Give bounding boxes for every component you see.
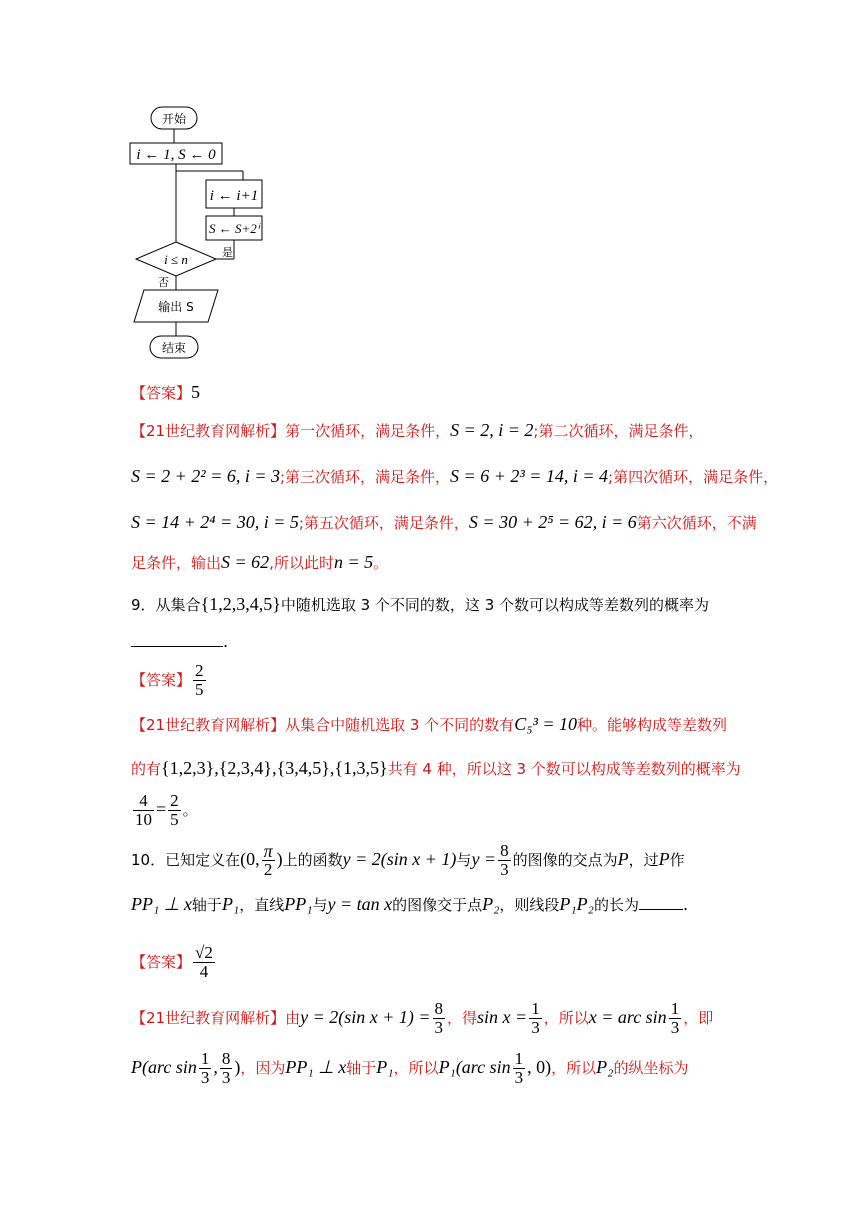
- question-text: 作: [669, 851, 685, 869]
- math-expression: S = 2 + 2² = 6, i = 3: [131, 466, 280, 486]
- fraction: [168, 792, 181, 829]
- analysis-text: 种。能够构成等差数列: [577, 716, 728, 734]
- fraction: [220, 1050, 233, 1087]
- q8-analysis-line-2: [131, 464, 778, 489]
- numerator: π: [263, 841, 273, 861]
- denominator: 3: [221, 1068, 231, 1087]
- q10-stem-line-2: PP₁ ⊥ x轴于P₁，直线PP₁与y = tan x的图像交于点P₂，则线段P₁P₂的长为 .: [131, 894, 689, 914]
- q8-analysis-line-4: [131, 550, 388, 575]
- analysis-text: ，所以: [543, 1009, 589, 1027]
- numerator: 8: [221, 1049, 231, 1068]
- q8-analysis-line-3: [131, 510, 757, 535]
- analysis-text: ;第四次循环，满足条件，: [608, 468, 779, 486]
- analysis-text: 共有 4 种，所以这 3 个数可以构成等差数列的概率为: [387, 760, 741, 778]
- math-expression: S = 14 + 2⁴ = 30, i = 5: [131, 512, 299, 532]
- denominator: 5: [195, 680, 204, 699]
- numerator: √2: [195, 943, 213, 962]
- math-expression: P₂: [596, 1057, 614, 1077]
- analysis-text: 的纵坐标为: [613, 1059, 689, 1077]
- flowchart-init-label: i ← 1, S ← 0: [136, 147, 216, 163]
- q9-answer-line: [131, 662, 208, 699]
- numerator: 1: [531, 999, 540, 1018]
- fraction: [133, 792, 154, 829]
- analysis-tag: 【21世纪教育网解析】: [131, 1009, 286, 1027]
- flowchart: [126, 104, 296, 366]
- math-expression: C₅³ = 10: [514, 714, 577, 734]
- denominator: 2: [263, 860, 273, 879]
- answer-blank: [639, 893, 683, 910]
- question-text: 与: [312, 896, 328, 914]
- denominator: 3: [531, 1018, 540, 1037]
- flowchart-sum-label: S ← S+2ⁱ: [208, 221, 260, 236]
- fraction: [433, 1000, 446, 1037]
- flowchart-output-label: 输出 S: [158, 300, 194, 314]
- analysis-text: 由: [285, 1009, 301, 1027]
- numerator: 4: [133, 792, 154, 811]
- analysis-text: ，所以: [393, 1059, 439, 1077]
- answer-fraction: [193, 662, 206, 699]
- punctuation: 。: [182, 801, 198, 819]
- analysis-text: ;第三次循环，满足条件，: [279, 468, 451, 486]
- math-expression: n = 5: [333, 552, 374, 572]
- math-expression: x = arc sin: [588, 1007, 667, 1027]
- math-expression: y =: [471, 849, 497, 869]
- analysis-text: 轴于: [346, 1059, 377, 1077]
- denominator: 5: [170, 810, 179, 829]
- equals-sign: =: [156, 799, 167, 819]
- math-expression: {1,2,3},{2,3,4},{3,4,5},{1,3,5}: [161, 758, 388, 778]
- fraction: [498, 842, 511, 879]
- analysis-text: ，所以: [551, 1059, 597, 1077]
- math-expression: P₁: [376, 1057, 394, 1077]
- flowchart-no-label: 否: [158, 276, 169, 289]
- numerator: 1: [670, 999, 680, 1018]
- q9-analysis-line-2: [131, 756, 741, 781]
- math-expression: y = tan x: [327, 894, 393, 914]
- fraction: [199, 1050, 212, 1087]
- denominator: 4: [199, 962, 209, 981]
- math-expression: S = 2, i = 2: [450, 420, 534, 440]
- question-text: 的长为: [593, 896, 639, 914]
- denominator: 3: [434, 1018, 444, 1037]
- analysis-text: ;第五次循环，满足条件，: [298, 514, 469, 532]
- q10-analysis-line-1: [131, 1000, 713, 1037]
- math-expression: {1,2,3,4,5}: [200, 594, 281, 614]
- analysis-text: 第一次循环，满足条件，: [285, 422, 451, 440]
- q9-analysis-line-1: [131, 712, 727, 737]
- math-expression: PP₁ ⊥ x: [285, 1057, 347, 1077]
- math-expression: PP₁: [284, 894, 313, 914]
- numerator: 1: [200, 1049, 210, 1068]
- q8-analysis-line-1: [131, 418, 703, 443]
- question-text: 轴于: [191, 896, 222, 914]
- flowchart-increment-label: i ← i+1: [209, 188, 259, 204]
- question-text: 的图像的交点为: [512, 851, 618, 869]
- question-text: 中随机选取 3 个不同的数，这 3 个数可以构成等差数列的概率为: [280, 596, 710, 614]
- q9-blank-line: .: [131, 630, 228, 654]
- answer-tag: 【答案】: [131, 384, 192, 402]
- denominator: 3: [514, 1068, 524, 1087]
- math-expression: S = 30 + 2⁵ = 62, i = 6: [468, 512, 637, 532]
- math-expression: (0,: [240, 849, 260, 869]
- question-text: 的图像交于点: [392, 896, 483, 914]
- question-text: ，过: [628, 851, 659, 869]
- denominator: 3: [500, 860, 509, 879]
- question-number: 10．: [131, 851, 166, 869]
- numerator: 8: [500, 841, 509, 860]
- q9-analysis-line-3: [131, 792, 198, 829]
- answer-value: 5: [191, 382, 201, 402]
- math-expression: sin x =: [477, 1007, 528, 1027]
- q8-answer-line: [131, 380, 200, 405]
- analysis-tag: 【21世纪教育网解析】: [131, 422, 286, 440]
- flowchart-yes-label: 是: [222, 246, 233, 259]
- analysis-text: ，因为: [240, 1059, 286, 1077]
- q10-analysis-line-2: P(arc sin $\frac{1}{3}$ , $\frac{8}{3}$ )，因为PP₁ ⊥ x轴于P₁，所以P₁(arc sin $\frac{1}{3}$ , 0)，所以P₂的纵坐标为: [131, 1049, 689, 1087]
- math-expression: P₁P₂: [559, 894, 594, 914]
- flowchart-condition-label: i ≤ n: [164, 252, 188, 267]
- flowchart-end-label: 结束: [161, 341, 187, 355]
- q10-stem-line-1: [131, 842, 685, 879]
- math-expression: S = 62: [221, 552, 270, 572]
- analysis-text: ，得: [447, 1009, 478, 1027]
- analysis-text: ,所以此时: [269, 554, 334, 572]
- answer-tag: 【答案】: [131, 953, 192, 971]
- numerator: 1: [514, 1049, 524, 1068]
- question-text: 与: [456, 851, 472, 869]
- analysis-tag: 【21世纪教育网解析】: [131, 716, 286, 734]
- answer-tag: 【答案】: [131, 671, 192, 689]
- numerator: 2: [195, 661, 204, 680]
- fraction: [262, 842, 275, 879]
- analysis-text: ;第二次循环，满足条件，: [533, 422, 704, 440]
- math-expression: P: [658, 849, 670, 869]
- math-expression: S = 6 + 2³ = 14, i = 4: [450, 466, 609, 486]
- q9-stem: [131, 592, 709, 617]
- question-text: 从集合: [155, 596, 201, 614]
- analysis-text: 足条件，输出: [131, 554, 222, 572]
- numerator: 8: [434, 999, 444, 1018]
- math-expression: P(arc sin: [131, 1057, 197, 1077]
- fraction: [669, 1000, 682, 1037]
- denominator: 3: [200, 1068, 210, 1087]
- analysis-text: 。: [373, 554, 389, 572]
- analysis-text: 的有: [131, 760, 162, 778]
- analysis-text: ，即: [683, 1009, 714, 1027]
- answer-fraction: [193, 944, 215, 981]
- math-expression: ): [276, 849, 283, 869]
- math-expression: PP₁ ⊥ x: [131, 894, 192, 914]
- numerator: 2: [170, 791, 179, 810]
- question-text: ，直线: [239, 896, 285, 914]
- math-expression: , 0): [527, 1057, 552, 1077]
- math-expression: P₁: [221, 894, 240, 914]
- math-expression: ): [234, 1057, 241, 1077]
- question-text: 已知定义在: [165, 851, 241, 869]
- math-expression: P₁(arc sin: [438, 1057, 511, 1077]
- fraction: [529, 1000, 542, 1037]
- math-expression: y = 2(sin x + 1): [342, 849, 457, 869]
- question-number: 9．: [131, 596, 156, 614]
- math-expression: P: [617, 849, 629, 869]
- answer-blank: [131, 630, 223, 647]
- analysis-text: 第六次循环，不满: [636, 514, 757, 532]
- denominator: 3: [670, 1018, 680, 1037]
- math-expression: y = 2(sin x + 1) =: [300, 1007, 431, 1027]
- fraction: [513, 1050, 526, 1087]
- analysis-text: 从集合中随机选取 3 个不同的数有: [285, 716, 515, 734]
- q10-answer-line: [131, 944, 217, 981]
- question-text: ，则线段: [499, 896, 560, 914]
- math-expression: P₂: [482, 894, 500, 914]
- denominator: 10: [135, 810, 152, 829]
- question-text: 上的函数: [282, 851, 343, 869]
- flowchart-start-label: 开始: [161, 112, 187, 126]
